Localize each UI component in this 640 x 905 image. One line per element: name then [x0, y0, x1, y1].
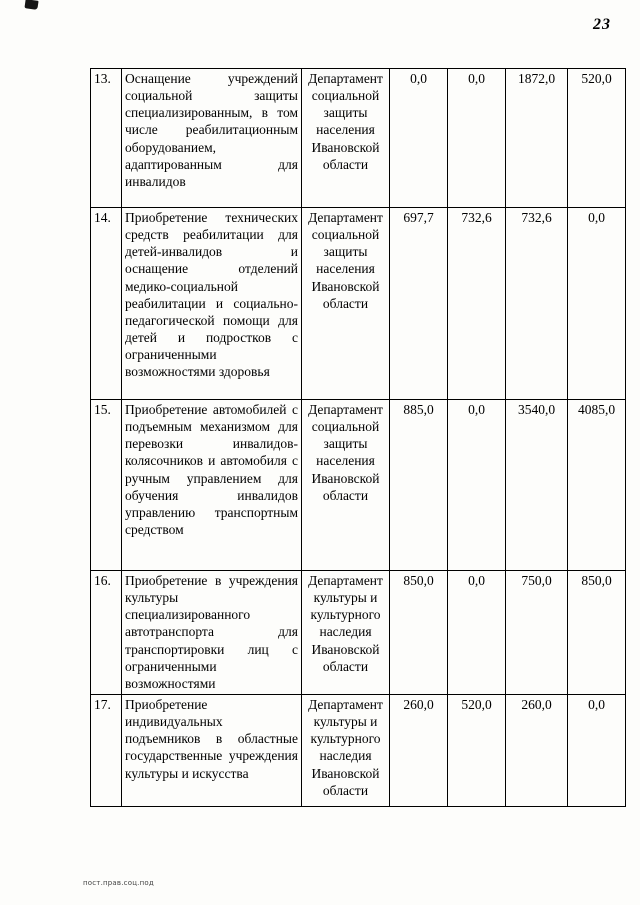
- program-funding-table: [90, 68, 626, 807]
- department-cell: Департамент культуры и культурного наследия Ивановской области: [302, 694, 390, 806]
- value-cell-1: 850,0: [390, 571, 448, 695]
- value-cell-4: 0,0: [568, 694, 626, 806]
- value-cell-2: 732,6: [448, 208, 506, 400]
- scan-artifact-mark: [24, 0, 38, 10]
- value-cell-3: 260,0: [506, 694, 568, 806]
- department-cell: Департамент социальной защиты населения Ивановской области: [302, 400, 390, 571]
- department-cell: Департамент социальной защиты населения Ивановской области: [302, 69, 390, 208]
- value-cell-2: 0,0: [448, 400, 506, 571]
- value-cell-4: 0,0: [568, 208, 626, 400]
- table-row: [91, 571, 626, 695]
- description-cell: Приобретение индивидуальных подъемников в областные государственные учреждения культуры и искусства: [122, 694, 302, 806]
- row-number-cell: 16.: [91, 571, 122, 695]
- value-cell-2: 0,0: [448, 571, 506, 695]
- description-cell: Оснащение учреждений социальной защиты специализированным, в том числе реабилитационным оборудованием, адаптированным для инвалидов: [122, 69, 302, 208]
- value-cell-3: 750,0: [506, 571, 568, 695]
- page-number: 23: [593, 16, 611, 33]
- table-row: [91, 208, 626, 400]
- description-cell: Приобретение автомобилей с подъемным механизмом для перевозки инвалидов-колясочников и автомобиля с ручным управлением для обучения инвалидов управлению транспортным средством: [122, 400, 302, 571]
- table-row: [91, 69, 626, 208]
- row-number-cell: 17.: [91, 694, 122, 806]
- department-cell: Департамент культуры и культурного наследия Ивановской области: [302, 571, 390, 695]
- description-cell: Приобретение технических средств реабилитации для детей-инвалидов и оснащение отделений медико-социальной реабилитации и социально-педагогической помощи для детей и подростков с ограниченными возможностями здоровья: [122, 208, 302, 400]
- value-cell-1: 885,0: [390, 400, 448, 571]
- table-row: [91, 400, 626, 571]
- row-number-cell: 14.: [91, 208, 122, 400]
- value-cell-4: 520,0: [568, 69, 626, 208]
- department-cell: Департамент социальной защиты населения Ивановской области: [302, 208, 390, 400]
- value-cell-1: 260,0: [390, 694, 448, 806]
- value-cell-3: 1872,0: [506, 69, 568, 208]
- row-number-cell: 13.: [91, 69, 122, 208]
- value-cell-3: 732,6: [506, 208, 568, 400]
- value-cell-2: 0,0: [448, 69, 506, 208]
- value-cell-1: 697,7: [390, 208, 448, 400]
- value-cell-2: 520,0: [448, 694, 506, 806]
- description-cell: Приобретение в учреждения культуры специализированного автотранспорта для транспортировки лиц с ограниченными возможностями: [122, 571, 302, 695]
- table-row: [91, 694, 626, 806]
- value-cell-4: 850,0: [568, 571, 626, 695]
- value-cell-4: 4085,0: [568, 400, 626, 571]
- footer-note: пост.прав.соц.под: [83, 879, 154, 887]
- row-number-cell: 15.: [91, 400, 122, 571]
- value-cell-1: 0,0: [390, 69, 448, 208]
- value-cell-3: 3540,0: [506, 400, 568, 571]
